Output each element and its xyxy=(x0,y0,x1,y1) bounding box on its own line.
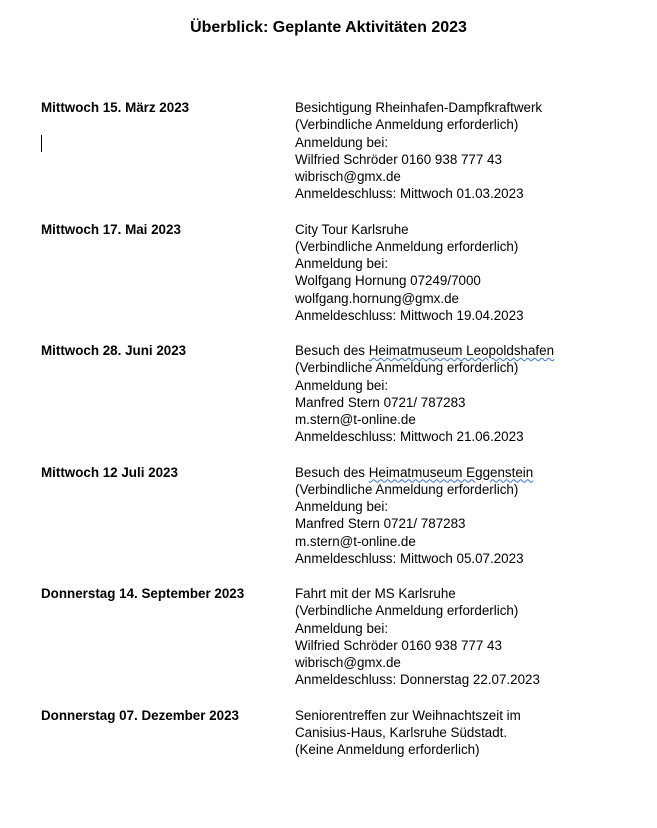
contact-email: wibrisch@gmx.de xyxy=(295,168,595,185)
registration-label: Anmeldung bei: xyxy=(295,498,595,515)
activity-date: Donnerstag 14. September 2023 xyxy=(41,585,291,602)
contact-email: m.stern@t-online.de xyxy=(295,411,595,428)
activity-date: Mittwoch 17. Mai 2023 xyxy=(41,221,291,238)
registration-deadline: Anmeldeschluss: Mittwoch 19.04.2023 xyxy=(295,307,595,324)
activity-entry xyxy=(41,99,641,221)
activity-details xyxy=(295,221,595,325)
contact-name-phone: Wolfgang Hornung 07249/7000 xyxy=(295,272,595,289)
contact-email: wibrisch@gmx.de xyxy=(295,654,595,671)
activity-location: Canisius-Haus, Karlsruhe Südstadt. xyxy=(295,724,595,741)
activity-title xyxy=(295,342,595,359)
activity-details xyxy=(295,342,595,446)
spellcheck-marked-text: Heimatmuseum Leopoldshafen xyxy=(369,343,554,358)
contact-email: m.stern@t-online.de xyxy=(295,533,595,550)
activity-title: Fahrt mit der MS Karlsruhe xyxy=(295,585,595,602)
document-title: Überblick: Geplante Aktivitäten 2023 xyxy=(0,18,657,38)
registration-note: (Keine Anmeldung erforderlich) xyxy=(295,741,595,758)
activity-date: Mittwoch 12 Juli 2023 xyxy=(41,464,291,481)
activity-title: City Tour Karlsruhe xyxy=(295,221,595,238)
activity-date: Donnerstag 07. Dezember 2023 xyxy=(41,707,291,724)
registration-label: Anmeldung bei: xyxy=(295,620,595,637)
contact-name-phone: Manfred Stern 0721/ 787283 xyxy=(295,394,595,411)
registration-deadline: Anmeldeschluss: Mittwoch 05.07.2023 xyxy=(295,550,595,567)
activity-details xyxy=(295,99,595,203)
registration-deadline: Anmeldeschluss: Donnerstag 22.07.2023 xyxy=(295,671,595,688)
activity-date: Mittwoch 28. Juni 2023 xyxy=(41,342,291,359)
contact-name-phone: Wilfried Schröder 0160 938 777 43 xyxy=(295,151,595,168)
registration-deadline: Anmeldeschluss: Mittwoch 21.06.2023 xyxy=(295,428,595,445)
activity-entry xyxy=(41,585,641,707)
activity-title: Seniorentreffen zur Weihnachtszeit im xyxy=(295,707,595,724)
registration-note: (Verbindliche Anmeldung erforderlich) xyxy=(295,238,595,255)
activity-details xyxy=(295,464,595,568)
contact-email: wolfgang.hornung@gmx.de xyxy=(295,290,595,307)
registration-note: (Verbindliche Anmeldung erforderlich) xyxy=(295,359,595,376)
activity-details xyxy=(295,585,595,689)
registration-note: (Verbindliche Anmeldung erforderlich) xyxy=(295,116,595,133)
activity-title-prefix: Besuch des xyxy=(295,343,369,358)
activity-title: Besichtigung Rheinhafen-Dampfkraftwerk xyxy=(295,99,595,116)
activity-entry xyxy=(41,707,641,828)
registration-note: (Verbindliche Anmeldung erforderlich) xyxy=(295,602,595,619)
registration-note: (Verbindliche Anmeldung erforderlich) xyxy=(295,481,595,498)
activity-list xyxy=(41,99,641,828)
registration-label: Anmeldung bei: xyxy=(295,255,595,272)
activity-title xyxy=(295,464,595,481)
registration-label: Anmeldung bei: xyxy=(295,134,595,151)
contact-name-phone: Wilfried Schröder 0160 938 777 43 xyxy=(295,637,595,654)
activity-date: Mittwoch 15. März 2023 xyxy=(41,99,291,116)
spellcheck-marked-text: Heimatmuseum Eggenstein xyxy=(369,465,534,480)
contact-name-phone: Manfred Stern 0721/ 787283 xyxy=(295,515,595,532)
registration-deadline: Anmeldeschluss: Mittwoch 01.03.2023 xyxy=(295,185,595,202)
activity-title-prefix: Besuch des xyxy=(295,465,369,480)
activity-details xyxy=(295,707,595,759)
activity-entry xyxy=(41,221,641,343)
activity-entry xyxy=(41,342,641,464)
activity-entry xyxy=(41,464,641,586)
registration-label: Anmeldung bei: xyxy=(295,377,595,394)
